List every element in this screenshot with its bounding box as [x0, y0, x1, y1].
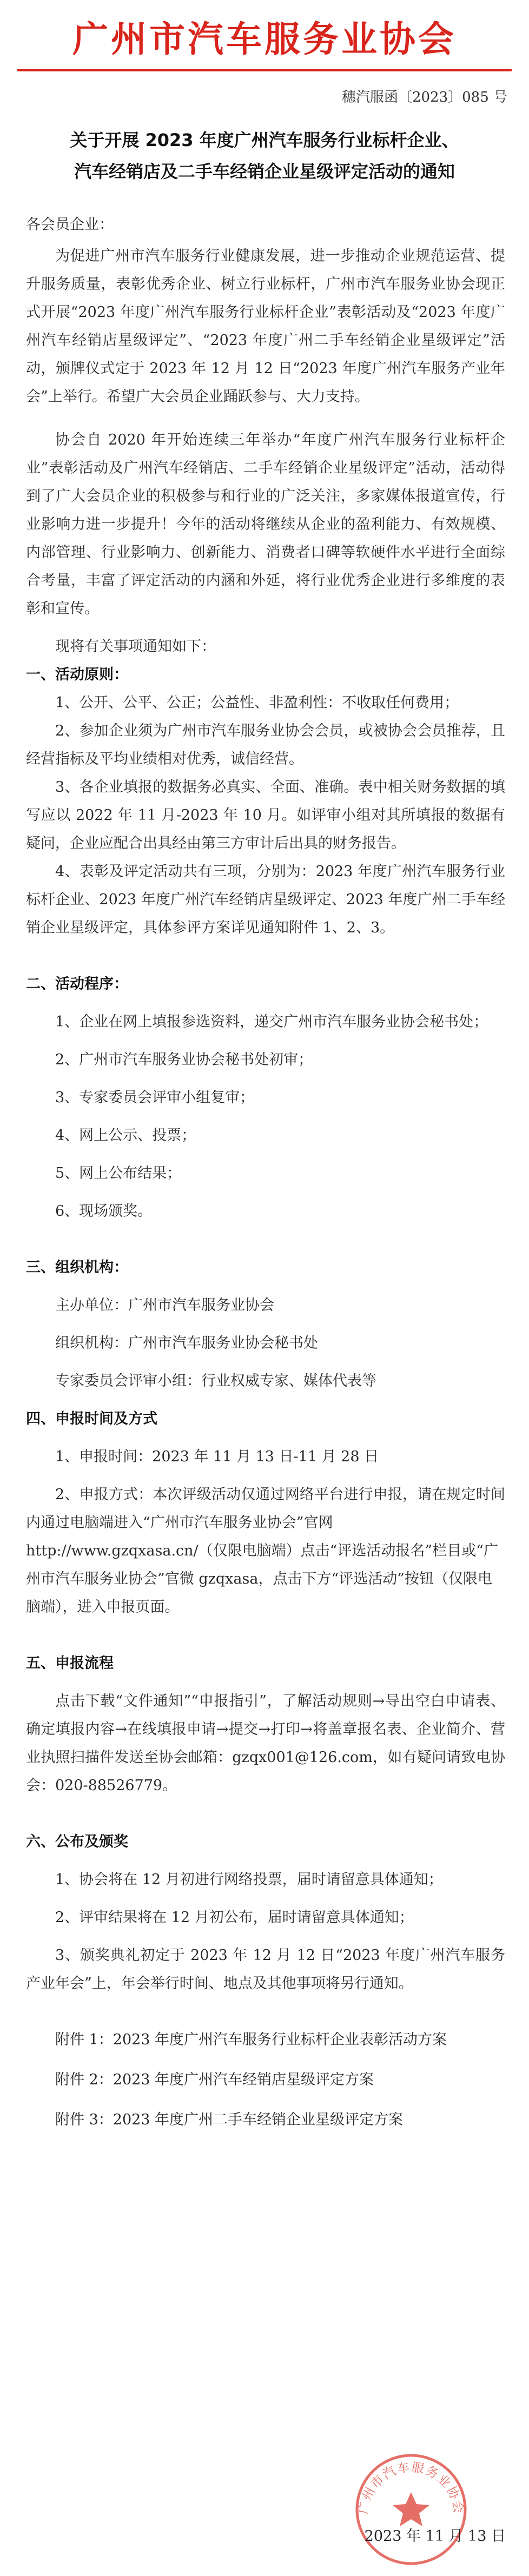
principle-item-1: 1、公开、公平、公正；公益性、非盈利性：不收取任何费用；	[55, 694, 459, 711]
section-heading-organization: 三、组织机构：	[26, 1259, 128, 1276]
notice-title-line-2: 汽车经销店及二手车经销企业星级评定活动的通知	[74, 161, 455, 182]
document-number: 穗汽服函〔2023〕085 号	[341, 89, 507, 105]
intro-paragraph-3: 现将有关事项通知如下：	[55, 638, 216, 655]
org-title: 广州市汽车服务业协会	[72, 18, 457, 60]
organization-item-host: 主办单位：广州市汽车服务业协会	[55, 1297, 274, 1314]
schedule-item-method: 2、申报方式：本次评级活动仅通过网络平台进行申报，请在规定时间内通过电脑端进入“广州市汽车服务业协会”官网	[26, 1486, 505, 1531]
intro-paragraph-1: 为促进广州市汽车服务行业健康发展，进一步推动企业规范运营、提升服务质量，表彰优秀企业、树立行业标杆，广州市汽车服务业协会现正式开展“2023 年度广州汽车服务行业标杆企业”表彰活动及“2023 年度广州汽车经销店星级评定”、“2023 年度广州二手车经销企业星级评定”活动，颁牌仪式定于 2023 年 12 月 12 日“2023 年度广州汽车服务产业年会”上举行。希望广大会员企业踊跃参与、大力支持。	[26, 248, 505, 405]
schedule-item-time: 1、申报时间：2023 年 11 月 13 日-11 月 28 日	[55, 1448, 379, 1465]
procedure-item-3: 3、专家委员会评审小组复审；	[55, 1089, 255, 1106]
signature-block	[303, 2450, 519, 2574]
notice-body	[26, 211, 505, 2134]
process-text: 点击下载“文件通知”“申报指引”，了解活动规则→导出空白申请表、确定填报内容→在线填报申请→提交→打印→将盖章报名表、企业简介、营业执照扫描件发送至协会邮箱：gzqx001@126.com，如有疑问请致电协会：020-88526779。	[26, 1693, 505, 1794]
procedure-item-4: 4、网上公示、投票；	[55, 1127, 196, 1144]
principle-item-3: 3、各企业填报的数据务必真实、全面、准确。表中相关财务数据的填写应以 2022 年 11 月-2023 年 10 月。如评审小组对其所填报的数据有疑问，企业应配合出具经由第三方审计后出具的财务报告。	[26, 779, 505, 852]
procedure-item-5: 5、网上公布结果；	[55, 1165, 182, 1182]
organization-item-committee: 专家委员会评审小组：行业权威专家、媒体代表等	[55, 1373, 376, 1389]
announcement-item-3: 3、颁奖典礼初定于 2023 年 12 月 12 日“2023 年度广州汽车服务产业年会”上，年会举行时间、地点及其他事项将另行通知。	[26, 1947, 505, 1992]
salutation: 各会员企业：	[26, 216, 114, 233]
red-star-seal-icon	[352, 2450, 471, 2569]
procedure-item-6: 6、现场颁奖。	[55, 1203, 153, 1220]
attachment-2: 附件 2：2023 年度广州汽车经销店星级评定方案	[55, 2071, 374, 2088]
section-heading-announcement: 六、公布及颁奖	[26, 1833, 128, 1850]
attachment-3: 附件 3：2023 年度广州二手车经销企业星级评定方案	[55, 2111, 404, 2128]
announcement-item-2: 2、评审结果将在 12 月初公布，届时请留意具体通知；	[55, 1909, 414, 1926]
section-heading-principles: 一、活动原则：	[26, 666, 128, 683]
svg-text:广州市汽车服务业协会: 广州市汽车服务业协会	[356, 2460, 466, 2515]
organization-item-organizer: 组织机构：广州市汽车服务业协会秘书处	[55, 1335, 318, 1352]
section-heading-process: 五、申报流程	[26, 1655, 114, 1672]
notice-title-line-1: 关于开展 2023 年度广州汽车服务行业标杆企业、	[70, 130, 459, 150]
principle-item-4: 4、表彰及评定活动共有三项，分别为：2023 年度广州汽车服务行业标杆企业、2023 年度广州汽车经销店星级评定、2023 年度广州二手车经销企业星级评定，具体参评方案详见通知附件 1、2、3。	[26, 863, 505, 936]
section-heading-schedule: 四、申报时间及方式	[26, 1410, 157, 1427]
principle-item-2: 2、参加企业须为广州市汽车服务业协会会员，或被协会会员推荐，且经营指标及平均业绩相对优秀，诚信经营。	[26, 723, 505, 767]
attachment-1: 附件 1：2023 年度广州汽车服务行业标杆企业表彰活动方案	[55, 2031, 447, 2048]
procedure-item-2: 2、广州市汽车服务业协会秘书处初审；	[55, 1051, 313, 1068]
schedule-item-url: http://www.gzqxasa.cn/（仅限电脑端）点击“评选活动报名”栏目或“广州市汽车服务业协会”官微 gzqxasa，点击下方“评选活动”按钮（仅限电脑端），进入申报页面。	[26, 1542, 499, 1615]
procedure-item-1: 1、企业在网上填报参选资料，递交广州市汽车服务业协会秘书处；	[55, 1014, 488, 1030]
announcement-item-1: 1、协会将在 12 月初进行网络投票，届时请留意具体通知；	[55, 1871, 443, 1888]
issue-date: 2023 年 11 月 13 日	[364, 2528, 506, 2545]
header-divider	[17, 69, 512, 71]
notice-title	[32, 124, 497, 187]
section-heading-procedure: 二、活动程序：	[26, 976, 128, 992]
intro-paragraph-2: 协会自 2020 年开始连续三年举办“年度广州汽车服务行业标杆企业”表彰活动及广州汽车经销店、二手车经销企业星级评定”活动，活动得到了广大会员企业的积极参与和行业的广泛关注，多家媒体报道宣传，行业影响力进一步提升！今年的活动将继续从企业的盈利能力、有效规模、内部管理、行业影响力、创新能力、消费者口碑等软硬件水平进行全面综合考量，丰富了评定活动的内涵和外延，将行业优秀企业进行多维度的表彰和宣传。	[26, 432, 505, 617]
